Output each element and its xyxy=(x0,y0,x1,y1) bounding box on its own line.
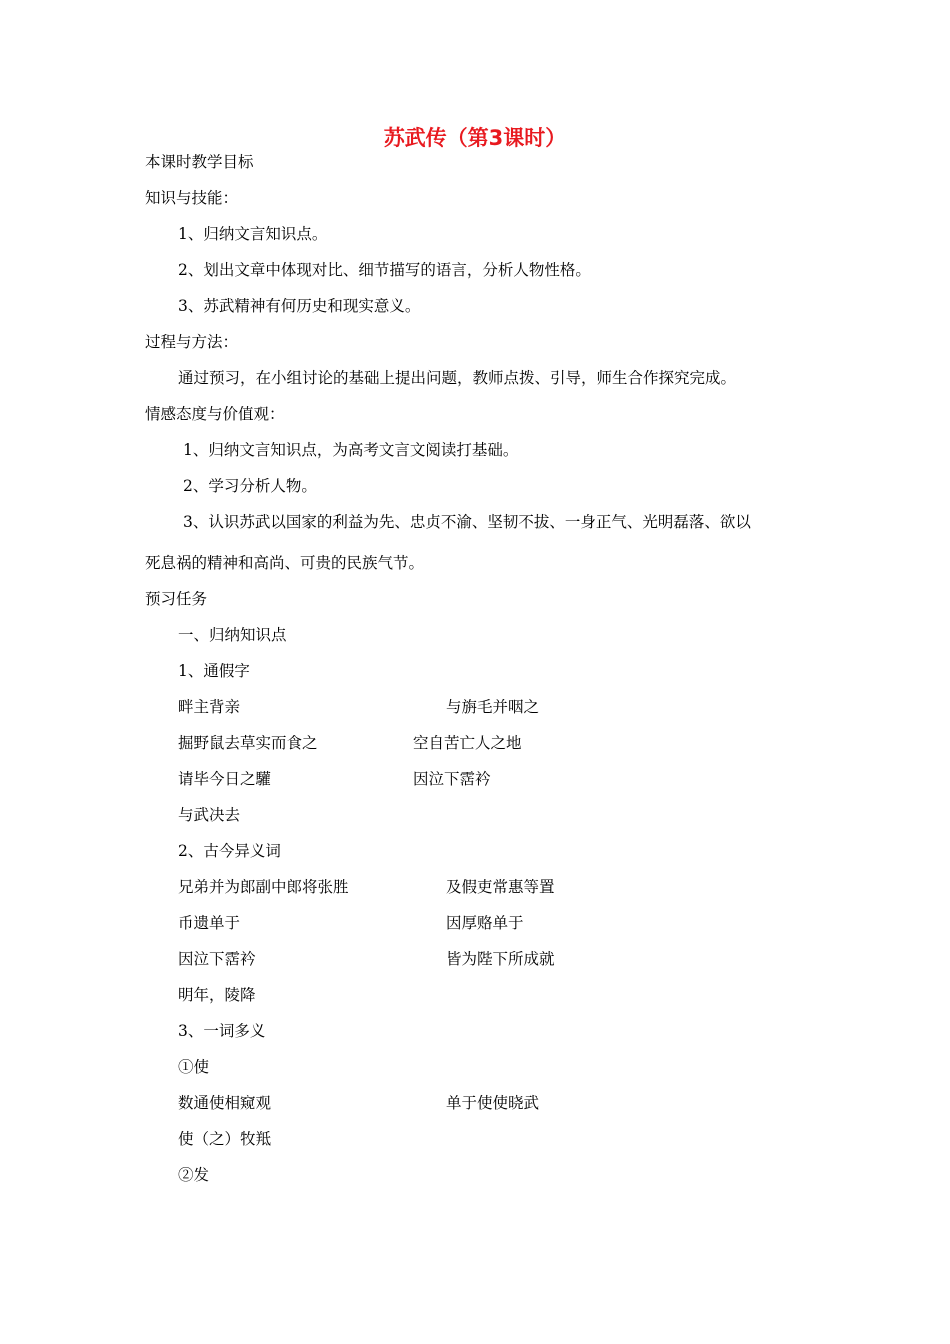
emotion-item-2: 2、学习分析人物。 xyxy=(183,477,317,495)
goal-heading: 本课时教学目标 xyxy=(145,153,254,171)
knowledge-item-3: 3、苏武精神有何历史和现实意义。 xyxy=(178,297,421,315)
tongjia-item: 与武决去 xyxy=(178,806,241,824)
tongjia-item: 请毕今日之驩 xyxy=(178,770,272,788)
page-title: 苏武传（第3课时） xyxy=(383,126,567,150)
tongjia-heading: 1、通假字 xyxy=(178,662,250,680)
knowledge-item-2: 2、划出文章中体现对比、细节描写的语言，分析人物性格。 xyxy=(178,261,591,279)
emotion-item-3: 3、认识苏武以国家的利益为先、忠贞不渝、坚韧不拔、一身正气、光明磊落、欲以 xyxy=(183,513,751,531)
tongjia-item: 与旃毛并咽之 xyxy=(446,698,540,716)
emotion-heading: 情感态度与价值观： xyxy=(145,405,285,423)
preview-heading: 预习任务 xyxy=(145,590,208,608)
emotion-item-1: 1、归纳文言知识点，为高考文言文阅读打基础。 xyxy=(183,441,519,459)
gujin-item: 因厚赂单于 xyxy=(446,914,524,932)
fa-heading: ②发 xyxy=(178,1166,210,1184)
tongjia-item: 因泣下霑衿 xyxy=(413,770,491,788)
section-1-heading: 一、归纳知识点 xyxy=(178,626,287,644)
shi-item: 使（之）牧羝 xyxy=(178,1130,272,1148)
emotion-item-3-cont: 死息祸的精神和高尚、可贵的民族气节。 xyxy=(145,554,425,572)
gujin-item: 兄弟并为郎副中郎将张胜 xyxy=(178,878,349,896)
process-heading: 过程与方法： xyxy=(145,333,239,351)
tongjia-item: 空自苦亡人之地 xyxy=(413,734,522,752)
yici-heading: 3、一词多义 xyxy=(178,1022,266,1040)
gujin-heading: 2、古今异义词 xyxy=(178,842,281,860)
tongjia-item: 畔主背亲 xyxy=(178,698,241,716)
gujin-item: 皆为陛下所成就 xyxy=(446,950,555,968)
gujin-item: 明年，陵降 xyxy=(178,986,256,1004)
knowledge-heading: 知识与技能： xyxy=(145,189,239,207)
gujin-item: 币遗单于 xyxy=(178,914,241,932)
tongjia-item: 掘野鼠去草实而食之 xyxy=(178,734,318,752)
shi-item: 单于使使晓武 xyxy=(446,1094,540,1112)
gujin-item: 及假吏常惠等置 xyxy=(446,878,555,896)
shi-heading: ①使 xyxy=(178,1058,210,1076)
process-text: 通过预习，在小组讨论的基础上提出问题，教师点拨、引导，师生合作探究完成。 xyxy=(178,369,737,387)
gujin-item: 因泣下霑衿 xyxy=(178,950,256,968)
knowledge-item-1: 1、归纳文言知识点。 xyxy=(178,225,328,243)
shi-item: 数通使相窥观 xyxy=(178,1094,272,1112)
